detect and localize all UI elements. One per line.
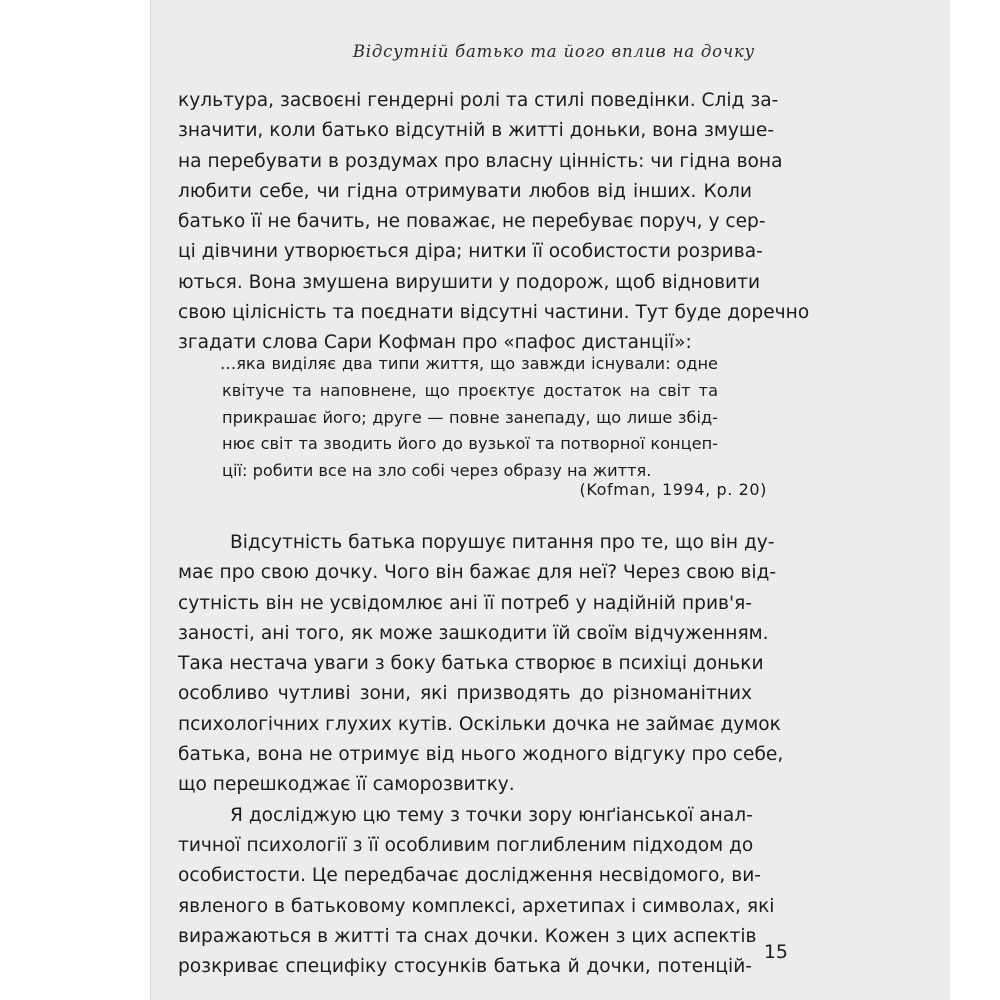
paragraph-1 [178, 86, 810, 359]
page-number: 15 [763, 941, 788, 963]
text-line: виражаються в житті та снах дочки. Кожен з цих аспектів [178, 925, 757, 947]
text-line: особистости. Це передбачає дослідження несвідомого, ви- [178, 865, 762, 887]
text-line: батька, вона не отримує від нього жодного відгуку про себе, [178, 744, 784, 766]
text-line: тичної психології з її особливим поглибленим підходом до [178, 834, 754, 856]
quote-line: …яка виділяє два типи життя, що завжди існували: одне [220, 354, 718, 373]
running-head: Відсутній батько та його вплив на дочку [352, 42, 755, 61]
quote-line: ції: робити все на зло собі через образу на життя. [222, 461, 652, 481]
quote-line: нює світ та зводить його до вузької та потворної концеп- [222, 434, 718, 454]
text-line: любити себе, чи гідна отримувати любов від інших. Коли [178, 180, 752, 202]
quote-line: прикрашає його; друге — повне занепаду, що лише збід- [222, 407, 718, 427]
text-line: Така нестача уваги з боку батька створює в психіці доньки [178, 653, 764, 675]
text-line: явленого в батьковому комплексі, архетипах і символах, які [178, 895, 775, 917]
text-line: батько її не бачить, не поважає, не перебуває поруч, у сер- [178, 211, 766, 233]
text-line: має про свою дочку. Чого він бажає для неї? Через свою від- [178, 562, 777, 584]
text-line: особливо чутливі зони, які призводять до різноманітних [178, 683, 752, 705]
text-line: сутність він не усвідомлює ані її потреб у надійній прив'я- [178, 592, 752, 614]
block-quote [222, 351, 718, 485]
text-line: культура, засвоєні гендерні ролі та стилі поведінки. Слід за- [178, 90, 779, 111]
text-line: що перешкоджає її саморозвитку. [178, 774, 515, 796]
text-line: Відсутність батька порушує питання про те, що він ду- [230, 532, 775, 553]
text-line: значити, коли батько відсутній в житті доньки, вона змуше- [178, 120, 775, 142]
text-line: розкриває специфіку стосунків батька й дочки, потенцій- [178, 956, 752, 978]
text-line: згадати слова Сари Кофман про «пафос дистанції»: [178, 332, 692, 354]
quote-line: квітуче та наповнене, що проєктує достаток на світ та [222, 380, 718, 400]
text-line: Я досліджую цю тему з точки зору юнґіанської анал- [230, 804, 753, 826]
text-line: свою цілісність та поєднати відсутні частини. Тут буде доречно [178, 302, 810, 324]
text-line: психологічних глухих кутів. Оскільки дочка не займає думок [178, 713, 781, 735]
quote-citation: (Kofman, 1994, p. 20) [579, 480, 767, 499]
text-line: заності, ані того, як може зашкодити їй своїм відчуженням. [178, 622, 769, 644]
text-line: на перебувати в роздумах про власну цінність: чи гідна вона [178, 150, 783, 172]
text-line: ці дівчини утворюється діра; нитки її особистости розрива- [178, 241, 763, 263]
text-line: ються. Вона змушена вирушити у подорож, щоб відновити [178, 271, 761, 293]
